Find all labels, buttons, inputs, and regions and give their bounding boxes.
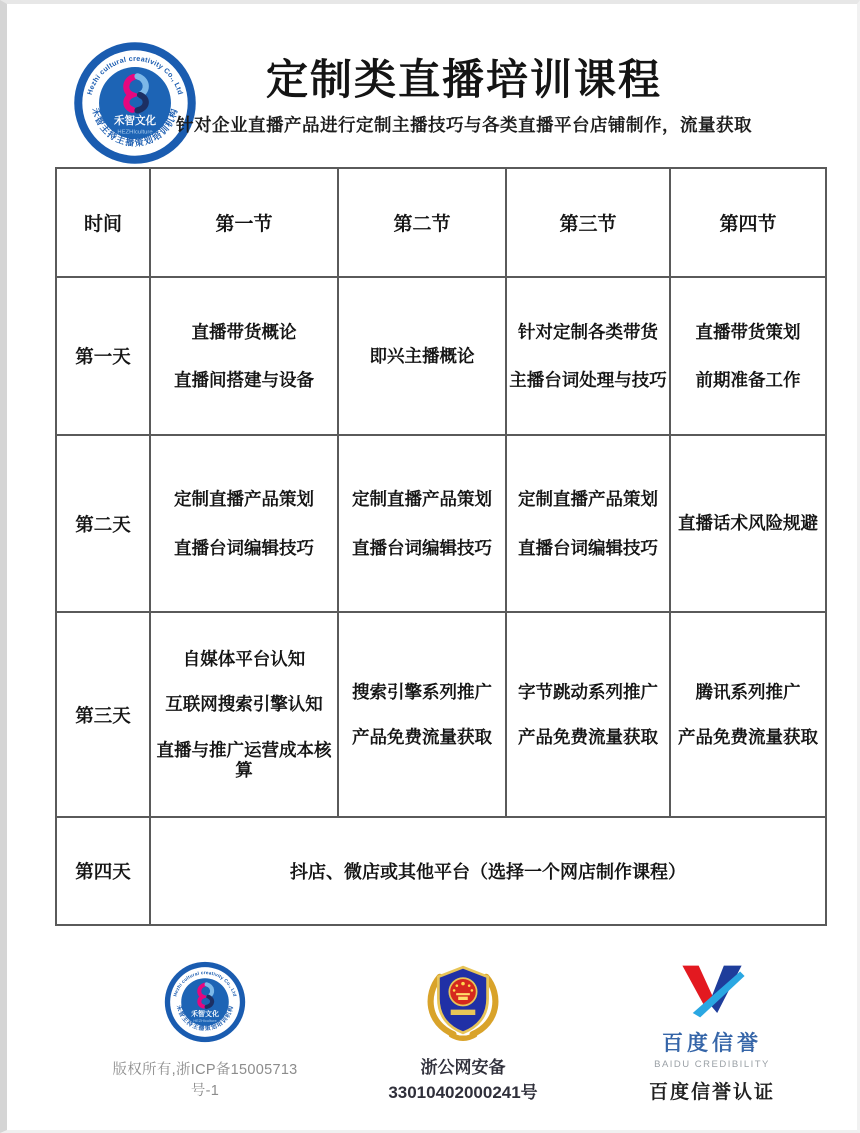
course-line: 腾讯系列推广 [695, 681, 801, 702]
cell-day3-session1 [150, 612, 338, 817]
cell-day4-span: 抖店、微店或其他平台（选择一个网店制作课程） [150, 817, 826, 925]
cell-day3-session3 [506, 612, 670, 817]
row-label-day3: 第三天 [56, 612, 150, 817]
column-header-time: 时间 [56, 168, 150, 277]
cell-day1-session3 [506, 277, 670, 435]
cell-day2-session2 [338, 435, 506, 612]
cell-day3-session2 [338, 612, 506, 817]
seal-arc-bottom-text: 禾智主持主播策划培训机构 [90, 106, 180, 149]
course-line: 定制直播产品策划 [352, 489, 492, 510]
cell-day3-session4 [670, 612, 826, 817]
cell-day1-session1 [150, 277, 338, 435]
table-header-row [56, 168, 826, 277]
course-line: 产品免费流量获取 [518, 727, 658, 747]
course-line: 直播台词编辑技巧 [352, 537, 492, 558]
column-header-session1: 第一节 [150, 168, 338, 277]
course-line: 直播与推广运营成本核算 [156, 739, 332, 780]
course-line: 直播台词编辑技巧 [174, 537, 314, 558]
course-line: 直播间搭建与设备 [174, 370, 314, 390]
column-header-session4: 第四节 [670, 168, 826, 277]
table-row-day1 [56, 277, 826, 435]
course-line: 前期准备工作 [695, 370, 801, 390]
cell-day1-session4 [670, 277, 826, 435]
course-line: 直播带货概论 [191, 321, 297, 342]
course-line: 针对定制各类带货 [518, 321, 658, 342]
course-line: 直播带货策划 [695, 321, 801, 342]
seal-name-cn: 禾智文化 [113, 115, 157, 128]
course-line: 定制直播产品策划 [174, 489, 314, 510]
row-label-day2: 第二天 [56, 435, 150, 612]
row-label-day1: 第一天 [56, 277, 150, 435]
course-line: 搜索引擎系列推广 [352, 681, 492, 702]
seal-name-en: HEZHIculture [117, 129, 153, 136]
row-label-day4: 第四天 [56, 817, 150, 925]
course-line: 产品免费流量获取 [352, 727, 492, 747]
course-line: 互联网搜索引擎认知 [165, 694, 323, 715]
baidu-credibility-cn-text: 百度信誉 [662, 1032, 762, 1055]
course-line: 直播台词编辑技巧 [518, 537, 658, 558]
table-row-day3 [56, 612, 826, 817]
course-line: 即兴主播概论 [369, 345, 475, 366]
police-badge-icon [422, 959, 504, 1041]
cell-day2-session4 [670, 435, 826, 612]
seal-arc-top-text: Hezhi cultural creativity Co., Ltd [85, 54, 185, 96]
course-line: 主播台词处理与技巧 [509, 370, 667, 390]
footer-police-block [359, 959, 567, 1103]
baidu-certification-text: 百度信誉认证 [648, 1082, 775, 1103]
page-subtitle: 针对企业直播产品进行定制主播技巧与各类直播平台店铺制作，流量获取 [176, 115, 752, 136]
course-line: 字节跳动系列推广 [518, 681, 658, 702]
course-line: 自媒体平台认知 [182, 649, 306, 670]
column-header-session3: 第三节 [506, 168, 670, 277]
course-line: 产品免费流量获取 [678, 727, 818, 747]
header [79, 58, 849, 137]
course-schedule-table [55, 167, 827, 926]
course-line: 直播话术风险规避 [678, 513, 818, 534]
baidu-credibility-icon [675, 961, 749, 1019]
cell-day2-session3 [506, 435, 670, 612]
cell-day2-session1 [150, 435, 338, 612]
course-line: 定制直播产品策划 [518, 489, 658, 510]
icp-copyright-text: 版权所有,浙ICP备15005713号-1 [112, 1062, 298, 1099]
table-row-day4 [56, 817, 826, 925]
column-header-session2: 第二节 [338, 168, 506, 277]
footer-baidu-block [633, 961, 791, 1104]
cell-day1-session2 [338, 277, 506, 435]
police-record-text: 浙公网安备 33010402000241号 [388, 1058, 538, 1102]
table-row-day2 [56, 435, 826, 612]
footer-copyright-block [99, 961, 311, 1100]
baidu-credibility-en-text: BAIDU CREDIBILITY [654, 1059, 770, 1070]
company-seal-logo-small [164, 961, 246, 1043]
page-title: 定制类直播培训课程 [265, 56, 662, 103]
